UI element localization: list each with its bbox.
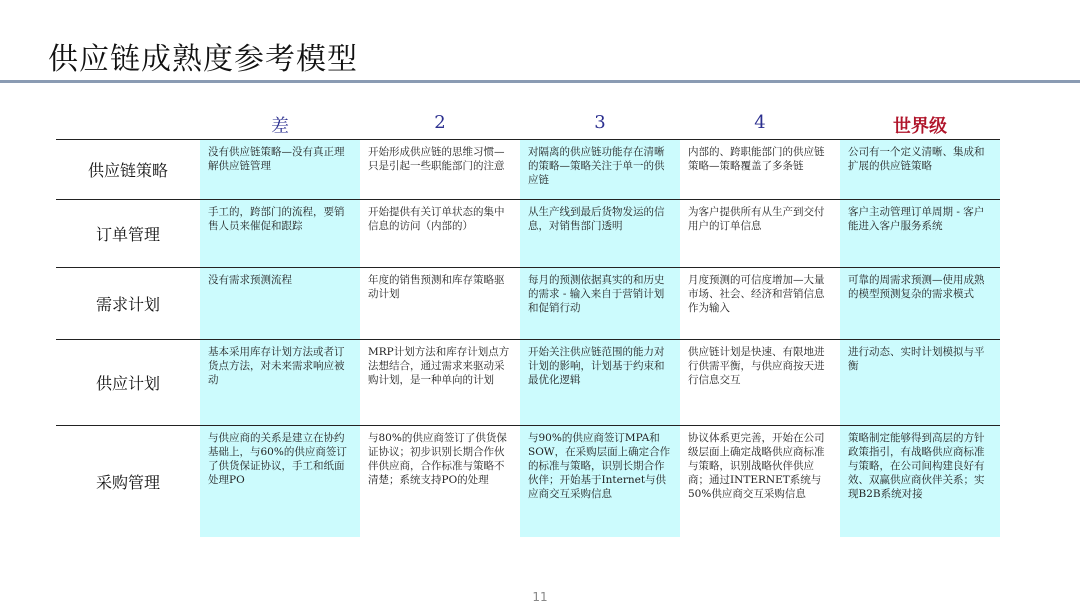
row-label-procurement: 采购管理 [95,472,160,492]
cell-procurement-2: 与80%的供应商签订了供货保证协议；初步识别长期合作伙伴供应商，合作标准与策略不清楚；系统支持PO的处理 [368,432,507,486]
cell-procurement-3: 与90%的供应商签订MPA和SOW，在采购层面上确定合作的标准与策略，识别长期合作伙伴；开始基于Internet与供应商交互采购信息 [520,425,680,537]
slide-title: 供应链成熟度参考模型 [48,42,358,77]
row-label-strategy: 供应链策略 [87,160,168,180]
cell-strategy-5: 公司有一个定义清晰、集成和扩展的供应链策略 [840,139,1000,199]
row-label-supply: 供应计划 [95,373,160,393]
title-underline [0,80,1080,83]
column-header-3: 3 [594,112,606,133]
cell-order-1: 手工的，跨部门的流程，要销售人员来催促和跟踪 [200,199,360,267]
cell-demand-5: 可靠的周需求预测—使用成熟的模型预测复杂的需求模式 [840,267,1000,339]
cell-order-4: 为客户提供所有从生产到交付用户的订单信息 [688,206,825,232]
cell-strategy-4: 内部的、跨职能部门的供应链策略—策略覆盖了多条链 [688,146,825,172]
cell-supply-5: 进行动态、实时计划模拟与平衡 [840,339,1000,425]
column-header-1: 差 [271,116,289,137]
cell-strategy-1: 没有供应链策略—没有真正理解供应链管理 [200,139,360,199]
cell-order-5: 客户主动管理订单周期 - 客户能进入客户服务系统 [840,199,1000,267]
column-header-2: 2 [434,112,446,133]
row-divider [56,139,1000,140]
column-header-4: 4 [754,112,766,133]
cell-order-3: 从生产线到最后货物发运的信息，对销售部门透明 [520,199,680,267]
column-header-5: 世界级 [893,116,947,137]
row-divider [56,199,1000,200]
cell-supply-4: 供应链计划是快速、有限地进行供需平衡，与供应商按天进行信息交互 [688,346,825,386]
row-divider [56,425,1000,426]
cell-procurement-4: 协议体系更完善，开始在公司级层面上确定战略供应商标准与策略，识别战略伙伴供应商；通过INTERNET系统与50%供应商交互采购信息 [688,432,825,500]
cell-strategy-3: 对隔离的供应链功能存在清晰的策略—策略关注于单一的供应链 [520,139,680,199]
cell-order-2: 开始提供有关订单状态的集中信息的访问（内部的） [368,206,505,232]
cell-demand-4: 月度预测的可信度增加—大量市场、社会、经济和营销信息作为输入 [688,274,825,314]
row-divider [56,267,1000,268]
cell-strategy-2: 开始形成供应链的思维习惯—只是引起一些职能部门的注意 [368,146,505,172]
cell-demand-2: 年度的销售预测和库存策略驱动计划 [368,274,505,300]
cell-supply-1: 基本采用库存计划方法或者订货点方法，对未来需求响应被动 [200,339,360,425]
row-label-demand: 需求计划 [95,294,160,314]
cell-demand-3: 每月的预测依据真实的和历史的需求 - 输入来自于营销计划和促销行动 [520,267,680,339]
cell-supply-2: MRP计划方法和库存计划点方法想结合，通过需求来驱动采购计划，是一种单向的计划 [368,346,510,386]
cell-supply-3: 开始关注供应链范围的能力对计划的影响，计划基于约束和最优化逻辑 [520,339,680,425]
page-number: 11 [532,590,548,604]
row-label-order: 订单管理 [95,224,160,244]
cell-procurement-5: 策略制定能够得到高层的方针政策指引，有战略供应商标准与策略，在公司间构建良好有效、双赢供应商伙伴关系；实现B2B系统对接 [840,425,1000,537]
row-divider [56,339,1000,340]
cell-demand-1: 没有需求预测流程 [200,267,360,339]
cell-procurement-1: 与供应商的关系是建立在协约基础上，与60%的供应商签订了供货保证协议，手工和纸面处理PO [200,425,360,537]
